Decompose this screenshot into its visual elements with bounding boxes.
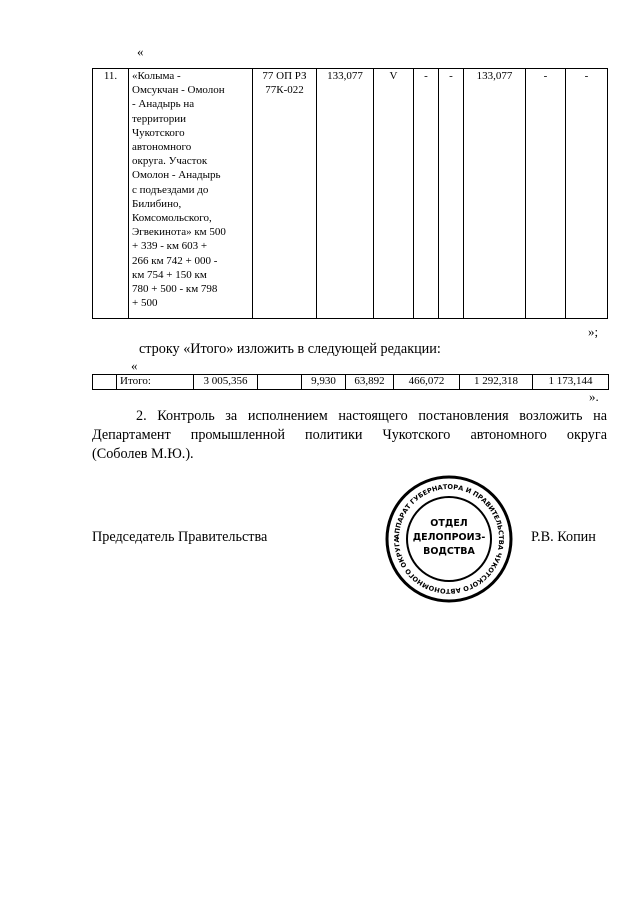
total-c5: 466,072 bbox=[394, 375, 460, 390]
road-code-line: 77К-022 bbox=[265, 84, 304, 97]
row-closing-quote: »; bbox=[588, 324, 599, 339]
total-c7: 1 173,144 bbox=[533, 375, 609, 390]
road-name-line: «Колыма - bbox=[132, 70, 181, 82]
paragraph-2-line-3: (Соболев М.Ю.). bbox=[92, 446, 194, 462]
signatory-name: Р.В. Копин bbox=[531, 529, 596, 545]
cell-col9: - bbox=[526, 69, 566, 319]
stamp-line-1: ОТДЕЛ bbox=[430, 518, 468, 529]
total-c2 bbox=[258, 375, 302, 390]
road-category: V bbox=[374, 69, 414, 319]
total-c1: 3 005,356 bbox=[194, 375, 258, 390]
road-name-line: - Анадырь на bbox=[132, 98, 195, 111]
cell-col10: - bbox=[566, 69, 608, 319]
opening-quote: « bbox=[137, 44, 144, 59]
stamp-line-3: ВОДСТВА bbox=[423, 546, 475, 557]
paragraph-2-line-2: Департамент промышленной политики Чукотского автономного округа bbox=[92, 427, 607, 443]
row-number: 11. bbox=[93, 69, 129, 319]
table-row bbox=[93, 69, 608, 319]
road-name-line: Комсомольского, bbox=[132, 212, 212, 225]
road-name-line: Билибино, bbox=[132, 197, 182, 210]
total-opening-quote: « bbox=[131, 358, 138, 373]
road-name-line: Омсукчан - Омолон bbox=[132, 84, 225, 97]
road-name-line: + 339 - км 603 + bbox=[132, 240, 208, 253]
road-name-line: + 500 bbox=[132, 297, 158, 310]
road-name-line: территории bbox=[132, 112, 187, 125]
cell-col7: - bbox=[439, 69, 464, 319]
road-name-line: с подъездами до bbox=[132, 183, 209, 196]
total-c3: 9,930 bbox=[302, 375, 346, 390]
road-code bbox=[253, 69, 317, 319]
paragraph-2-line-1: 2. Контроль за исполнением настоящего постановления возложить на bbox=[136, 408, 607, 424]
total-intro-text: строку «Итого» изложить в следующей редакции: bbox=[139, 341, 441, 357]
cell-col6: - bbox=[414, 69, 439, 319]
road-code-line: 77 ОП РЗ bbox=[262, 70, 307, 82]
total-empty-cell bbox=[93, 375, 117, 390]
total-table bbox=[92, 374, 609, 390]
signatory-position: Председатель Правительства bbox=[92, 529, 268, 545]
road-name-line: 266 км 742 + 000 - bbox=[132, 254, 218, 267]
road-name bbox=[129, 69, 253, 319]
road-name-line: Эгвекинота» км 500 bbox=[132, 226, 226, 239]
road-name-line: Чукотского bbox=[132, 126, 185, 139]
road-length: 133,077 bbox=[317, 69, 374, 319]
total-c4: 63,892 bbox=[346, 375, 394, 390]
road-name-line: км 754 + 150 км bbox=[132, 268, 207, 281]
total-closing-quote: ». bbox=[589, 389, 599, 404]
cell-col8: 133,077 bbox=[464, 69, 526, 319]
stamp-ring-text: АППАРАТ ГУБЕРНАТОРА И ПРАВИТЕЛЬСТВА ЧУКОТСКОГО АВТОНОМНОГО ОКРУГА bbox=[392, 482, 506, 596]
official-stamp bbox=[384, 474, 514, 604]
road-name-line: Омолон - Анадырь bbox=[132, 169, 221, 182]
road-table bbox=[92, 68, 608, 319]
stamp-line-2: ДЕЛОПРОИЗ- bbox=[412, 532, 486, 543]
total-c6: 1 292,318 bbox=[460, 375, 533, 390]
road-name-line: автономного bbox=[132, 141, 192, 154]
road-name-line: округа. Участок bbox=[132, 155, 208, 168]
road-name-line: 780 + 500 - км 798 bbox=[132, 283, 218, 296]
total-label: Итого: bbox=[117, 375, 194, 390]
table-row bbox=[93, 375, 609, 390]
